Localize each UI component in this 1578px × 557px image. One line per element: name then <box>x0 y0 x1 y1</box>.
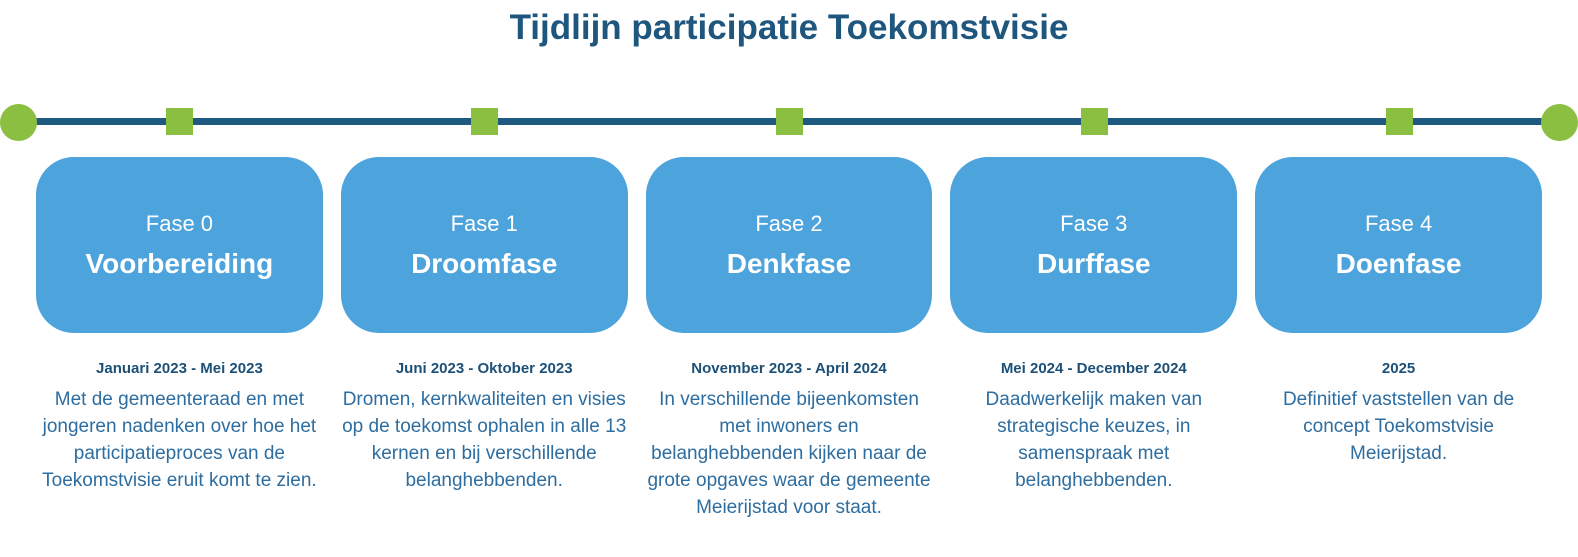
phase-column-fase-1 <box>341 157 628 521</box>
timeline-end-circle-icon <box>1541 104 1578 141</box>
phase-fase-label: Fase 2 <box>755 210 823 236</box>
phase-period: November 2023 - April 2024 <box>691 360 887 377</box>
phase-description: Dromen, kernkwaliteiten en visies op de toekomst ophalen in alle 13 kernen en bij verschillende belanghebbenden. <box>342 389 627 491</box>
timeline-square-marker-icon <box>1081 108 1108 135</box>
timeline-square-marker-icon <box>471 108 498 135</box>
phase-description: Definitief vaststellen van de concept Toekomstvisie Meierijstad. <box>1282 389 1515 464</box>
timeline-square-marker-icon <box>1386 108 1413 135</box>
phase-card <box>1255 157 1542 333</box>
phase-name: Doenfase <box>1335 247 1462 279</box>
phases-row <box>0 157 1578 521</box>
phase-description: Daadwerkelijk maken van strategische keuzes, in samenspraak met belanghebbenden. <box>985 389 1203 491</box>
phase-fase-label: Fase 0 <box>145 210 214 236</box>
phase-period: Januari 2023 - Mei 2023 <box>96 360 263 377</box>
phase-column-fase-3 <box>950 157 1237 521</box>
phase-card <box>950 157 1237 333</box>
phase-fase-label: Fase 1 <box>450 210 518 236</box>
phase-name: Droomfase <box>411 247 558 279</box>
phase-fase-label: Fase 3 <box>1060 210 1128 236</box>
phase-name: Durffase <box>1036 247 1151 279</box>
timeline-start-circle-icon <box>0 104 37 141</box>
page-title: Tijdlijn participatie Toekomstvisie <box>509 8 1069 47</box>
phase-column-fase-0 <box>36 157 323 521</box>
phase-description: Met de gemeenteraad en met jongeren nadenken over hoe het participatieproces van de Toekomstvisie eruit komt te zien. <box>42 389 317 491</box>
timeline-square-marker-icon <box>166 108 193 135</box>
phase-period: Juni 2023 - Oktober 2023 <box>395 360 573 377</box>
timeline-square-marker-icon <box>776 108 803 135</box>
phase-card <box>646 157 933 333</box>
phase-card <box>341 157 628 333</box>
phase-name: Denkfase <box>726 247 852 279</box>
phase-fase-label: Fase 4 <box>1364 210 1433 236</box>
phase-name: Voorbereiding <box>85 247 274 279</box>
phase-card <box>36 157 323 333</box>
phase-column-fase-4 <box>1255 157 1542 521</box>
phase-column-fase-2 <box>646 157 933 521</box>
phase-period: 2025 <box>1381 360 1416 377</box>
phase-description: In verschillende bijeenkomsten met inwoners en belanghebbenden kijken naar de grote opgaves waar de gemeente Meierijstad voor staat. <box>647 389 931 518</box>
phase-period: Mei 2024 - December 2024 <box>1000 360 1187 377</box>
